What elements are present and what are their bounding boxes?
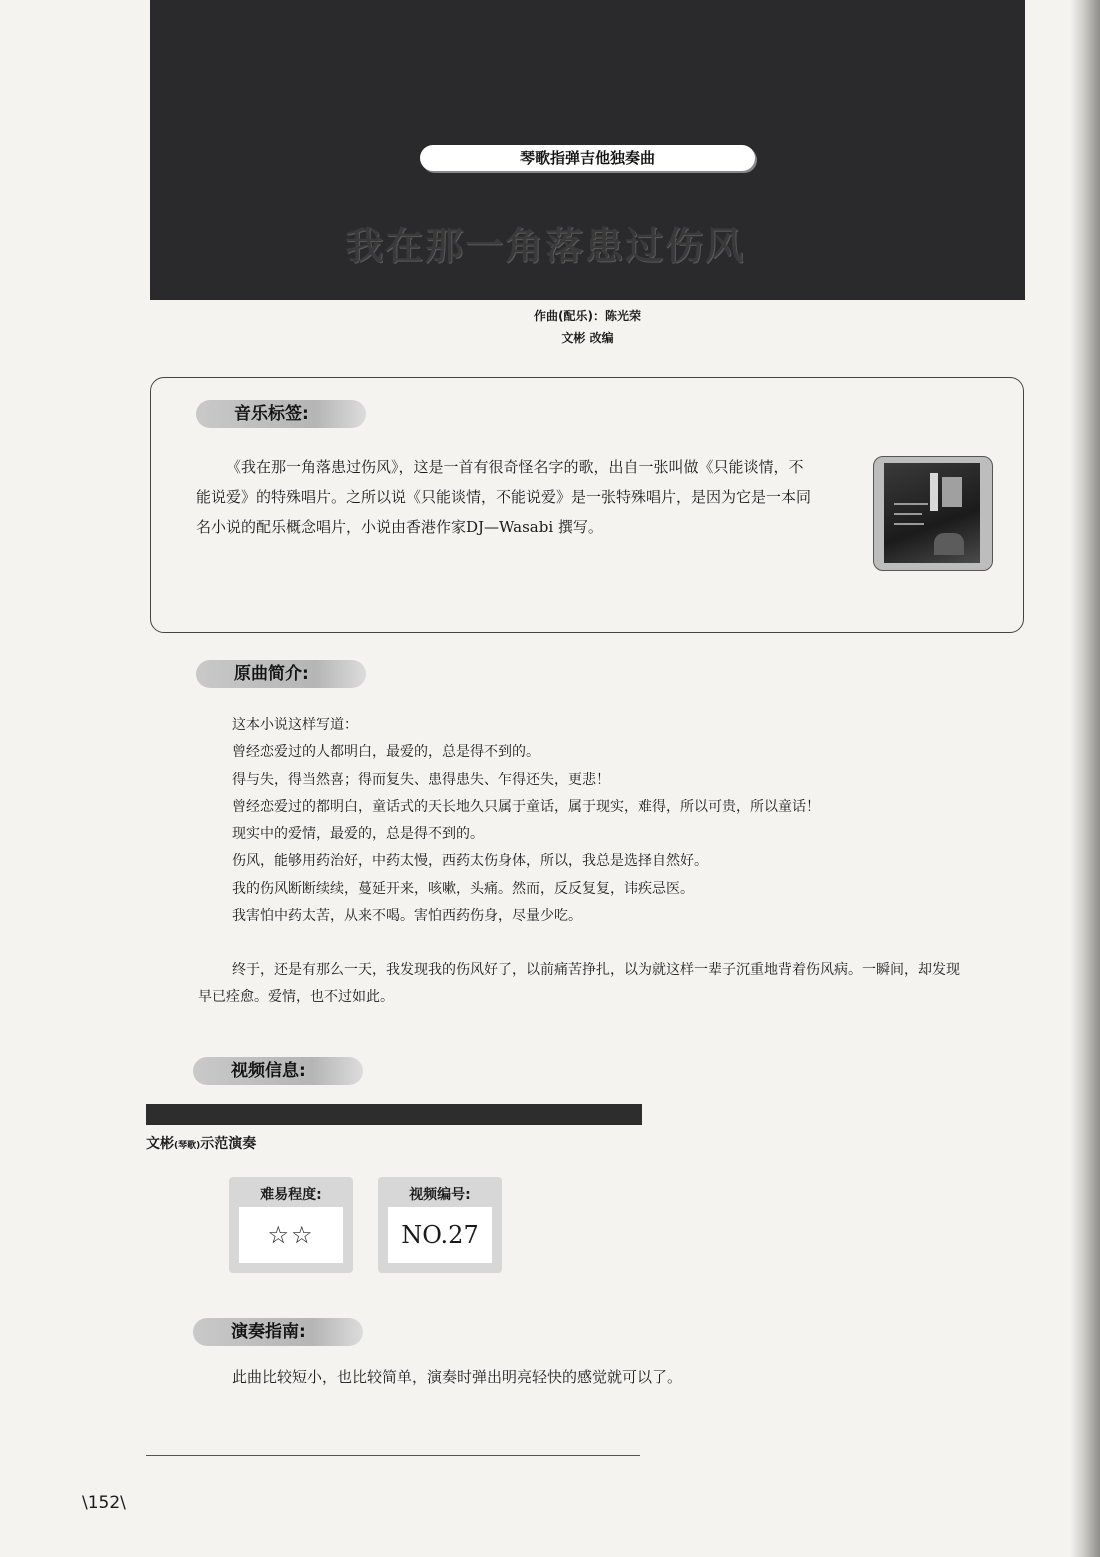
subtitle-badge: 琴歌指弹吉他独奏曲	[420, 145, 755, 171]
difficulty-stars: ☆☆	[239, 1207, 343, 1263]
intro-line: 这本小说这样写道：	[232, 717, 358, 733]
arranger-credit: 文彬 改编	[561, 331, 614, 345]
performer-credit	[146, 1133, 256, 1153]
performance-guide-text: 此曲比较短小，也比较简单，演奏时弹出明亮轻快的感觉就可以了。	[232, 1368, 683, 1386]
intro-line: 我害怕中药太苦，从来不喝。害怕西药伤身，尽量少吃。	[232, 908, 582, 925]
original-intro-heading: 原曲简介:	[196, 660, 366, 688]
song-title: 我在那一角落患过伤风	[344, 223, 745, 268]
page-edge-shadow	[1070, 0, 1100, 1557]
performance-guide-heading: 演奏指南:	[193, 1318, 363, 1346]
performer-note: (琴歌)	[174, 1141, 201, 1151]
intro-line: 得与失，得当然喜；得而复失、患得患失、乍得还失，更悲！	[232, 771, 610, 788]
difficulty-label: 难易程度:	[260, 1187, 322, 1203]
footer-rule	[146, 1455, 640, 1456]
album-cover-image	[884, 463, 980, 563]
original-intro-text	[232, 712, 972, 930]
composer-credit: 作曲(配乐)：陈光荣	[534, 309, 641, 323]
video-number-value: NO.27	[388, 1207, 492, 1263]
music-tag-text: 《我在那一角落患过伤风》，这是一首有很奇怪名字的歌，出自一张叫做《只能谈情，不能说爱》的特殊唱片。之所以说《只能谈情，不能说爱》是一张特殊唱片，是因为它是一本同名小说的配乐概念唱片，小说由香港作家DJ—Wasabi 撰写。	[196, 458, 812, 536]
video-number-label: 视频编号:	[409, 1187, 471, 1203]
performer-name: 文彬	[146, 1136, 174, 1152]
performer-suffix: 示范演奏	[200, 1136, 257, 1152]
intro-closing-paragraph: 终于，还是有那么一天，我发现我的伤风好了，以前痛苦挣扎，以为就这样一辈子沉重地背着伤风病。一瞬间，却发现早已痊愈。爱情，也不过如此。	[198, 962, 960, 1005]
video-info-heading: 视频信息:	[193, 1057, 363, 1085]
intro-line: 曾经恋爱过的都明白，童话式的天长地久只属于童话，属于现实，难得，所以可贵，所以童话！	[232, 798, 820, 815]
difficulty-card	[229, 1177, 353, 1273]
music-tag-heading: 音乐标签:	[196, 400, 366, 428]
intro-line: 我的伤风断断续续，蔓延开来，咳嗽，头痛。然而，反反复复，讳疾忌医。	[232, 880, 694, 897]
intro-line: 现实中的爱情，最爱的，总是得不到的。	[232, 826, 484, 843]
video-number-card	[378, 1177, 502, 1273]
page-number: \152\	[82, 1493, 126, 1513]
video-info-bar	[146, 1104, 642, 1125]
intro-line: 伤风，能够用药治好，中药太慢，西药太伤身体，所以，我总是选择自然好。	[232, 853, 708, 870]
intro-line: 曾经恋爱过的人都明白，最爱的，总是得不到的。	[232, 744, 540, 761]
